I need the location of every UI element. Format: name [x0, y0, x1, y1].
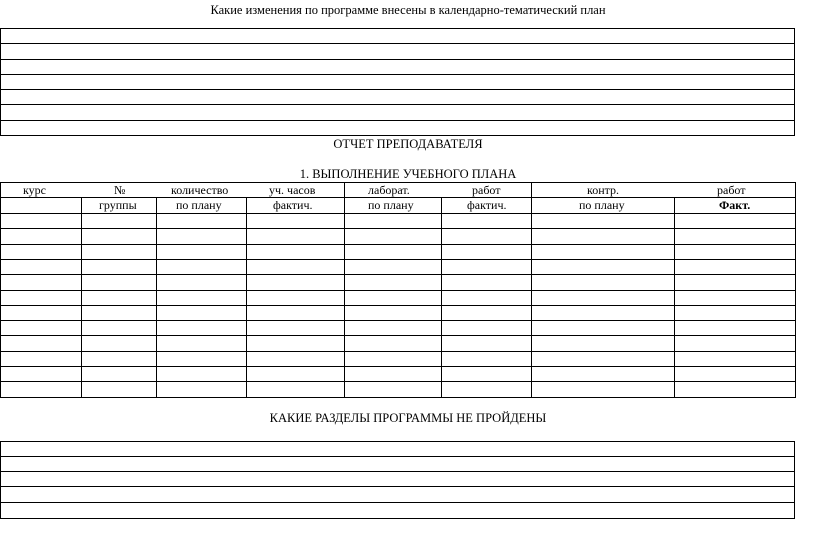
ruled-line: [1, 486, 794, 487]
header-works-2: работ: [717, 183, 746, 197]
ruled-line: [1, 120, 794, 121]
column-divider: [674, 197, 675, 397]
ruled-line: [1, 104, 794, 105]
sections-title: КАКИЕ РАЗДЕЛЫ ПРОГРАММЫ НЕ ПРОЙДЕНЫ: [269, 411, 547, 425]
header-number-sign: №: [114, 183, 126, 197]
header-fact-2: фактич.: [467, 198, 507, 212]
column-divider: [246, 197, 247, 397]
ruled-line: [1, 502, 794, 503]
header-plan-1: по плану: [176, 198, 222, 212]
header-lab: лаборат.: [368, 183, 410, 197]
header-plan-3: по плану: [579, 198, 625, 212]
table-row: [1, 320, 795, 321]
table-row: [1, 244, 795, 245]
table-row: [1, 381, 795, 382]
header-course: курс: [23, 183, 46, 197]
changes-title: Какие изменения по программе внесены в календарно-тематический план: [210, 3, 606, 17]
header-bottom: [1, 213, 795, 214]
column-divider: [81, 197, 82, 397]
table-row: [1, 274, 795, 275]
header-groups: группы: [99, 198, 137, 212]
sections-lines-block: [0, 441, 795, 519]
ruled-line: [1, 74, 794, 75]
table-row: [1, 259, 795, 260]
table-row: [1, 351, 795, 352]
header-fact-1: фактич.: [273, 198, 313, 212]
ruled-line: [1, 471, 794, 472]
section-title: 1. ВЫПОЛНЕНИЕ УЧЕБНОГО ПЛАНА: [299, 167, 517, 181]
table-row: [1, 305, 795, 306]
table-row: [1, 228, 795, 229]
column-divider: [441, 197, 442, 397]
ruled-line: [1, 456, 794, 457]
changes-lines-block: [0, 28, 795, 136]
ruled-line: [1, 43, 794, 44]
report-title: ОТЧЕТ ПРЕПОДАВАТЕЛЯ: [333, 137, 483, 151]
table-row: [1, 366, 795, 367]
header-works-1: работ: [472, 183, 501, 197]
header-fact-3: Факт.: [719, 198, 751, 212]
study-plan-table: [0, 182, 796, 398]
ruled-line: [1, 59, 794, 60]
ruled-line: [1, 89, 794, 90]
table-row: [1, 290, 795, 291]
header-plan-2: по плану: [368, 198, 414, 212]
header-control: контр.: [587, 183, 620, 197]
table-row: [1, 335, 795, 336]
column-divider: [156, 197, 157, 397]
header-quantity: количество: [171, 183, 229, 197]
header-study-hours: уч. часов: [269, 183, 316, 197]
